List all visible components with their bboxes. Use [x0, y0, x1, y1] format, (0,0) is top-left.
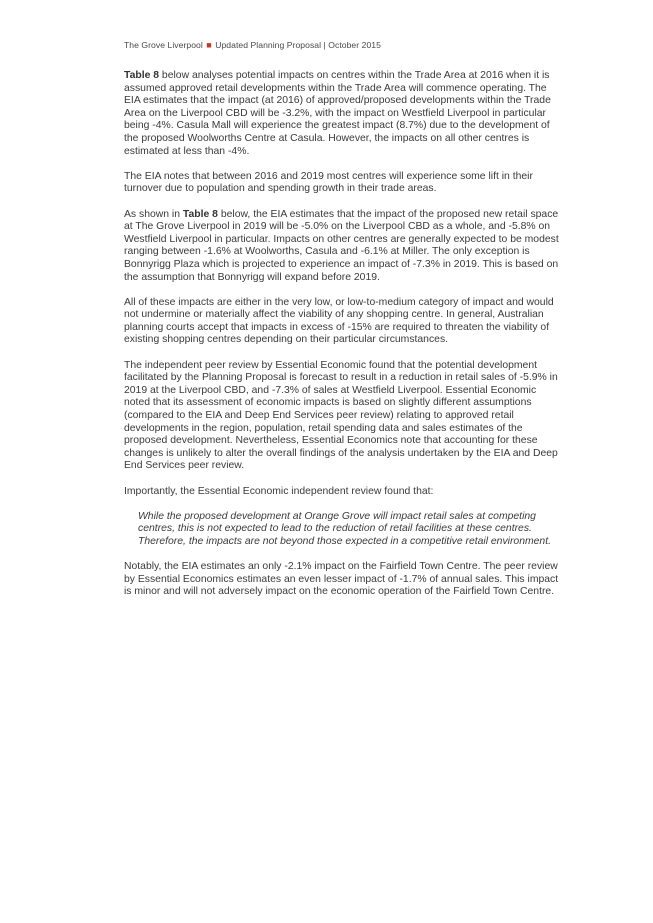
- paragraph-3-text: below, the EIA estimates that the impact of the proposed new retail space at The Grove Liverpool in 2019 will be -5.0% on the Liverpool CBD as a whole, and -5.8% on Westfield Liverpool in particular. Impacts on other centres are generally expected to be modest ranging between -1.6% at Woolworths, Casula and -6.1% at Miller. The only exception is Bonnyrigg Plaza which is projected to experience an impact of -7.3% in 2019. This is based on the assumption that Bonnyrigg will expand before 2019.: [124, 208, 559, 283]
- table-reference: Table 8: [124, 70, 160, 81]
- body-text: [124, 70, 564, 612]
- header-title: The Grove Liverpool: [124, 40, 203, 50]
- paragraph-1: [124, 70, 564, 158]
- paragraph-1-text: below analyses potential impacts on centres within the Trade Area at 2016 when it is assumed approved retail developments within the Trade Area will commence operating. The EIA estimates that the impact (at 2016) of approved/proposed developments within the Trade Area on the Liverpool CBD will be -3.2%, with the impact on Westfield Liverpool in particular being -4%. Casula Mall will experience the greatest impact (8.7%) due to the development of the proposed Woolworths Centre at Casula. However, the impacts on all other centres is estimated at less than -4%.: [124, 70, 551, 157]
- paragraph-5: The independent peer review by Essential Economic found that the potential development facilitated by the Planning Proposal is forecast to result in a reduction in retail sales of -5.9% in 2019 at the Liverpool CBD, and -7.3% of sales at Westfield Liverpool. Essential Economic noted that its assessment of economic impacts is based on slightly different assumptions (compared to the EIA and Deep End Services peer review) relating to approved retail developments in the region, population, retail spending data and sales estimates of the proposed development. Nevertheless, Essential Economics note that accounting for these changes is unlikely to alter the overall findings of the analysis undertaken by the EIA and Deep End Services peer review.: [124, 359, 558, 472]
- paragraph-6: Importantly, the Essential Economic independent review found that:: [124, 485, 434, 497]
- block-quote: While the proposed development at Orange Grove will impact retail sales at competing centres, this is not expected to lead to the reduction of retail facilities at these centres. Therefore, the impacts are not beyond those expected in a competitive retail environment.: [138, 510, 551, 547]
- paragraph-3: [124, 209, 564, 285]
- table-reference: Table 8: [182, 208, 218, 220]
- paragraph-4: All of these impacts are either in the very low, or low-to-medium category of impact and would not undermine or materially affect the viability of any shopping centre. In general, Australian planning courts accept that impacts in excess of -15% are required to threaten the viability of existing shopping centres depending on their particular circumstances.: [124, 296, 554, 346]
- paragraph-2: The EIA notes that between 2016 and 2019 most centres will experience some lift in their turnover due to population and spending growth in their trade areas.: [124, 170, 533, 195]
- paragraph-3-lead: As shown in: [124, 208, 183, 220]
- header-subtitle: Updated Planning Proposal | October 2015: [215, 40, 381, 50]
- running-header: [124, 40, 381, 50]
- paragraph-7: Notably, the EIA estimates an only -2.1% impact on the Fairfield Town Centre. The peer review by Essential Economics estimates an even lesser impact of -1.7% of annual sales. This impact is minor and will not adversely impact on the economic operation of the Fairfield Town Centre.: [124, 561, 559, 598]
- header-separator: ■: [206, 40, 212, 50]
